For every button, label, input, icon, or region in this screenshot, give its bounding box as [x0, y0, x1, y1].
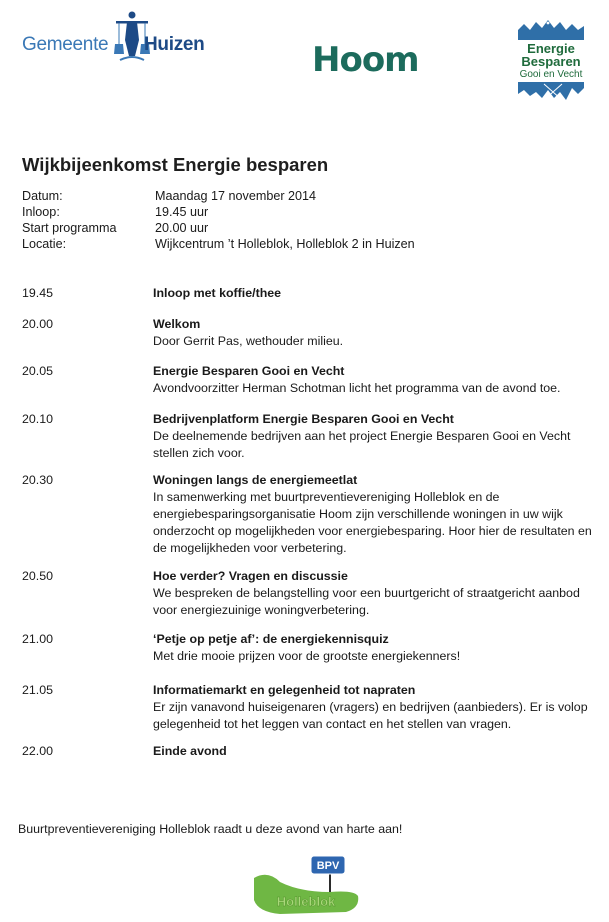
- meta-label: Locatie:: [22, 237, 67, 251]
- energie-logo-line2: Besparen: [521, 54, 581, 69]
- program-time: 19.45: [22, 286, 54, 300]
- meta-value: 20.00 uur: [155, 221, 209, 235]
- hoom-logo: Hoom: [312, 40, 419, 80]
- closing-text: Buurtpreventievereniging Holleblok raadt u deze avond van harte aan!: [18, 822, 403, 836]
- program-time: 20.10: [22, 412, 54, 426]
- program-description: In samenwerking met buurtpreventievereniging Holleblok en de energiebesparingsorganisatie Hoom zijn verschillende woningen in uw wijk onderzocht op mogelijkheden voor energiebesparing. Hoor hier de resultaten en de mogelijkheden voor verbetering.: [153, 490, 592, 555]
- program-title: Informatiemarkt en gelegenheid tot napraten: [153, 683, 416, 697]
- meta-value: Maandag 17 november 2014: [155, 189, 317, 203]
- program-time: 20.05: [22, 364, 54, 378]
- program-title: Hoe verder? Vragen en discussie: [153, 569, 348, 583]
- program-description: We bespreken de belangstelling voor een buurtgericht of straatgericht aanbod voor energiezuinige woningverbetering.: [153, 586, 580, 617]
- holleblok-logo-text: Holleblok: [276, 894, 336, 909]
- program-description: Avondvoorzitter Herman Schotman licht het programma van de avond toe.: [153, 381, 561, 395]
- program-title: ‘Petje op petje af’: de energiekennisquiz: [153, 632, 389, 646]
- program-title: Bedrijvenplatform Energie Besparen Gooi en Vecht: [153, 412, 454, 426]
- holleblok-bpv-logo: [250, 852, 362, 916]
- meta-label: Datum:: [22, 189, 63, 203]
- meta-value: Wijkcentrum ’t Holleblok, Holleblok 2 in Huizen: [155, 237, 415, 251]
- program-time: 20.50: [22, 569, 54, 583]
- gemeente-huizen-logo: [22, 10, 212, 66]
- bpv-sign-text: BPV: [316, 860, 340, 872]
- program-description: Door Gerrit Pas, wethouder milieu.: [153, 334, 344, 348]
- document-title: Wijkbijeenkomst Energie besparen: [22, 154, 329, 175]
- program-time: 20.30: [22, 473, 54, 487]
- gemeente-logo-word1: Gemeente: [22, 34, 109, 55]
- program-description: Er zijn vanavond huiseigenaren (vragers) en bedrijven (aanbieders). Er is volop gelegenheid tot het leggen van contact en het stellen van vragen.: [153, 700, 588, 731]
- program-title: Einde avond: [153, 744, 227, 758]
- program-description: Met drie mooie prijzen voor de grootste energiekenners!: [153, 649, 461, 663]
- program-time: 22.00: [22, 744, 54, 758]
- energie-besparen-logo: [516, 14, 586, 102]
- meta-label: Inloop:: [22, 205, 60, 219]
- program-title: Welkom: [153, 317, 201, 331]
- meta-value: 19.45 uur: [155, 205, 209, 219]
- program-title: Inloop met koffie/thee: [153, 286, 282, 300]
- gemeente-logo-word2: Huizen: [144, 34, 205, 55]
- program-title: Woningen langs de energiemeetlat: [153, 473, 358, 487]
- energie-logo-line3: Gooi en Vecht: [519, 69, 583, 80]
- program-time: 21.00: [22, 632, 54, 646]
- program-description: De deelnemende bedrijven aan het project Energie Besparen Gooi en Vecht stellen zich voor.: [153, 429, 571, 460]
- program-title: Energie Besparen Gooi en Vecht: [153, 364, 345, 378]
- energie-logo-line1: Energie: [527, 41, 575, 56]
- program-time: 20.00: [22, 317, 54, 331]
- program-time: 21.05: [22, 683, 54, 697]
- meta-label: Start programma: [22, 221, 117, 235]
